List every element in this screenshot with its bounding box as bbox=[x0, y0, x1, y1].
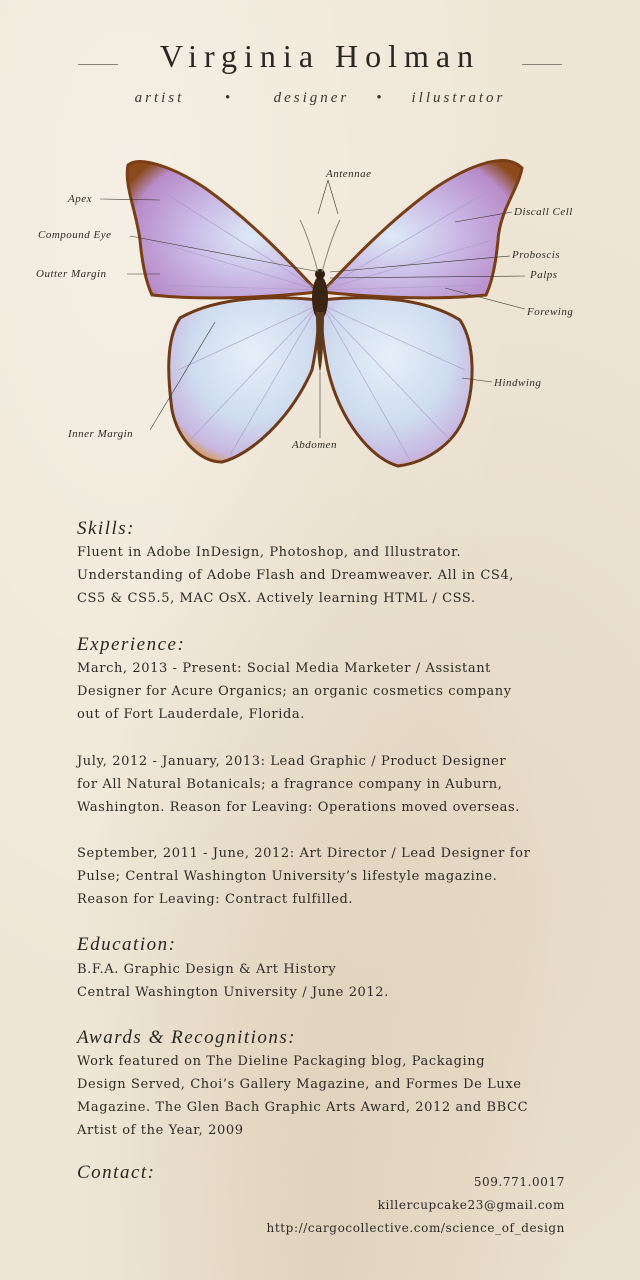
skills-line: Fluent in Adobe InDesign, Photoshop, and Illustrator. bbox=[77, 545, 462, 560]
skills-heading: Skills: bbox=[77, 518, 135, 539]
contact-heading: Contact: bbox=[77, 1162, 156, 1183]
role-separator: • bbox=[224, 90, 234, 106]
experience-entry-2 bbox=[77, 750, 577, 819]
awards-line: Artist of the Year, 2009 bbox=[77, 1123, 244, 1138]
education-heading: Education: bbox=[77, 934, 177, 955]
awards-line: Magazine. The Glen Bach Graphic Arts Award, 2012 and BBCC bbox=[77, 1100, 529, 1115]
experience-line: for All Natural Botanicals; a fragrance company in Auburn, bbox=[77, 777, 503, 792]
butterfly-abdomen bbox=[316, 312, 324, 372]
page-title: Virginia Holman bbox=[159, 38, 481, 74]
experience-line: Washington. Reason for Leaving: Operations moved overseas. bbox=[77, 800, 521, 815]
contact-phone[interactable]: 509.771.0017 bbox=[473, 1175, 565, 1189]
skills-line: CS5 & CS5.5, MAC OsX. Actively learning HTML / CSS. bbox=[77, 591, 476, 606]
label-outter-margin: Outter Margin bbox=[36, 268, 107, 280]
label-compound-eye: Compound Eye bbox=[38, 229, 112, 241]
education-text bbox=[77, 958, 577, 1004]
roles-line bbox=[0, 90, 640, 107]
experience-line: March, 2013 - Present: Social Media Marketer / Assistant bbox=[77, 661, 491, 676]
experience-line: Reason for Leaving: Contract fulfilled. bbox=[77, 892, 354, 907]
role-artist: artist bbox=[134, 90, 185, 106]
role-illustrator: illustrator bbox=[411, 90, 506, 106]
skills-text bbox=[77, 541, 577, 610]
role-designer: designer bbox=[273, 90, 350, 106]
label-palps: Palps bbox=[530, 269, 558, 281]
hindwing-right bbox=[321, 298, 472, 466]
label-abdomen: Abdomen bbox=[292, 439, 338, 451]
experience-line: September, 2011 - June, 2012: Art Director / Lead Designer for bbox=[77, 846, 531, 861]
contact-email-link[interactable]: killercupcake23@gmail.com bbox=[377, 1198, 565, 1212]
awards-text bbox=[77, 1050, 577, 1142]
experience-line: Designer for Acure Organics; an organic cosmetics company bbox=[77, 684, 512, 699]
awards-heading: Awards & Recognitions: bbox=[77, 1027, 297, 1048]
contact-website-link[interactable]: http://cargocollective.com/science_of_design bbox=[266, 1221, 565, 1235]
hindwing-left bbox=[169, 298, 319, 462]
experience-line: out of Fort Lauderdale, Florida. bbox=[77, 707, 305, 722]
skills-line: Understanding of Adobe Flash and Dreamweaver. All in CS4, bbox=[77, 568, 515, 583]
label-hindwing: Hindwing bbox=[494, 377, 542, 389]
label-forewing: Forewing bbox=[527, 306, 574, 318]
experience-entry-1 bbox=[77, 657, 577, 726]
label-discall-cell: Discall Cell bbox=[514, 206, 573, 218]
experience-line: July, 2012 - January, 2013: Lead Graphic / Product Designer bbox=[77, 754, 507, 769]
education-line: B.F.A. Graphic Design & Art History bbox=[77, 962, 337, 977]
experience-entry-3 bbox=[77, 842, 577, 911]
label-apex: Apex bbox=[68, 193, 92, 205]
butterfly-antennae bbox=[300, 220, 340, 272]
experience-heading: Experience: bbox=[77, 634, 186, 655]
experience-line: Pulse; Central Washington University’s lifestyle magazine. bbox=[77, 869, 498, 884]
awards-line: Design Served, Choi’s Gallery Magazine, and Formes De Luxe bbox=[77, 1077, 522, 1092]
label-inner-margin: Inner Margin bbox=[68, 428, 134, 440]
label-antennae: Antennae bbox=[326, 168, 372, 180]
role-separator: • bbox=[376, 90, 385, 106]
label-proboscis: Proboscis bbox=[512, 249, 561, 261]
awards-line: Work featured on The Dieline Packaging blog, Packaging bbox=[77, 1054, 486, 1069]
education-line: Central Washington University / June 2012. bbox=[77, 985, 389, 1000]
